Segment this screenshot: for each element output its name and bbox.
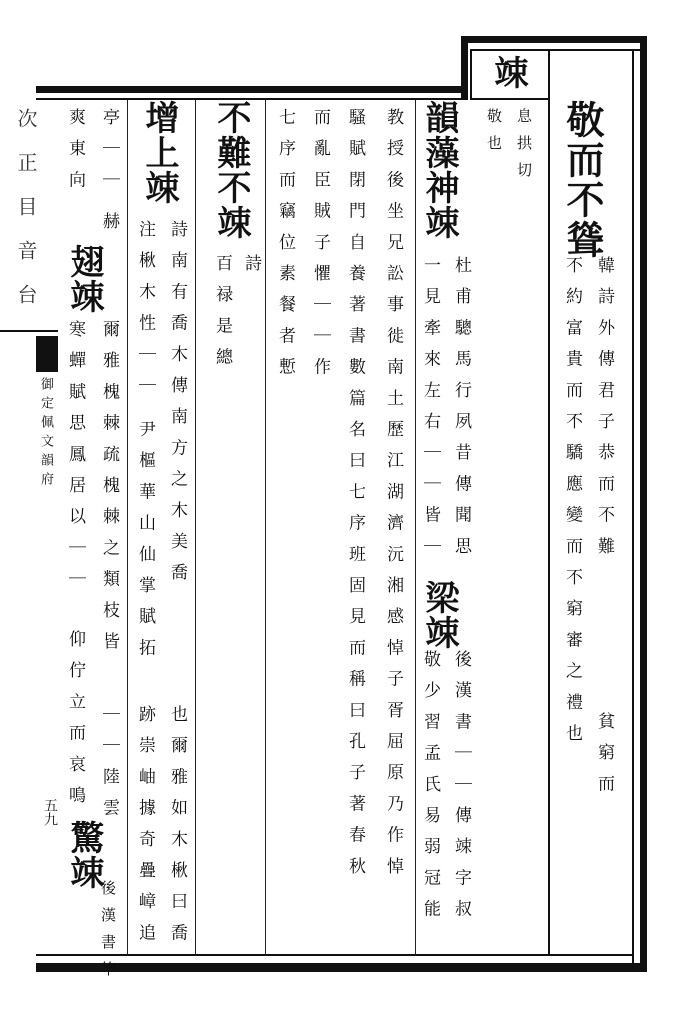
entry-text-line: 也爾雅如木楸曰喬 <box>167 705 187 955</box>
tab-divider <box>548 49 550 956</box>
entry-text-line: 爾雅槐棘疏槐棘之類枝皆 <box>99 320 119 664</box>
entry-text-line: 赫 <box>99 212 119 244</box>
top-border <box>36 86 463 93</box>
column-divider <box>127 100 128 955</box>
headword-bu-nan-bu-song: 不難不竦 <box>211 100 251 240</box>
headword-jing-er-bu-song: 敬而不聳 <box>560 100 605 260</box>
headword-yun-zao-shen-song: 韻藻神竦 <box>419 100 459 240</box>
margin-rule <box>0 330 58 332</box>
entry-text-line: 而亂臣賊子懼｜｜作 <box>310 108 330 389</box>
margin-top-cut: 次正目音台 <box>14 108 38 328</box>
page-number: 五九 <box>42 798 58 826</box>
entry-text-line: 跡崇岫據奇疊嶂追 <box>135 705 155 955</box>
tab-headword: 竦 <box>488 55 528 90</box>
right-border-inner <box>632 49 634 963</box>
column-divider <box>415 100 416 955</box>
entry-text-line: 爽東向 <box>65 108 85 202</box>
entry-text-line: 杜甫驄馬行夙昔傳聞思 <box>451 256 471 568</box>
entry-text-line: 仰佇立而哀鳴 <box>65 630 85 818</box>
entry-text-line: 注楸木性｜｜ <box>135 220 155 408</box>
entry-text-line: 亭｜｜ <box>99 108 119 202</box>
entry-text-line: 寒蟬賦思鳳居以｜｜ <box>65 320 85 601</box>
margin-black-block <box>36 336 58 372</box>
entry-text-line: 韓詩外傳君子恭而不難 <box>594 256 614 568</box>
entry-text-line: 不約富貴而不驕應變而不窮審之禮也 <box>562 256 582 756</box>
entry-text-line: 後漢書竿 <box>99 880 117 988</box>
tab-left-border-inner <box>470 49 472 100</box>
tab-pronunciation: 息拱切 <box>515 108 533 189</box>
tab-left-border <box>461 36 468 100</box>
entry-text-line: 貧窮而 <box>594 712 614 806</box>
margin-publisher: 御定佩文韻府 <box>38 377 53 491</box>
column-divider <box>195 100 196 955</box>
bottom-border-inner <box>36 954 634 956</box>
bottom-border <box>36 963 647 972</box>
entry-text-line: ｜｜陸雲 <box>99 705 119 830</box>
tab-top-border-inner <box>470 49 647 51</box>
entry-text-line: 敬少習孟氏易弱冠能 <box>420 650 440 931</box>
tab-bottom-divider <box>470 98 550 100</box>
entry-text-line: 百禄是總 <box>212 254 232 379</box>
headword-chi-song: 翅竦 <box>64 244 104 314</box>
headword-zeng-shang-song: 增上竦 <box>139 100 179 205</box>
entry-text-line: 一見牽來左右｜｜皆｜ <box>420 256 440 568</box>
entry-text-line: 尹樞華山仙掌賦拓 <box>135 420 155 670</box>
entry-text-line: 騷賦閉門自養著書數篇名曰七序班固見而稱曰孔子著春秋 <box>345 108 365 888</box>
headword-liang-song: 梁竦 <box>419 580 459 650</box>
entry-text-line: 教授後坐兄訟事徙南土歷江湖濟沅湘感悼子胥屈原乃作悼 <box>383 108 403 888</box>
right-border <box>640 36 647 972</box>
entry-text-line: 詩南有喬木傳南方之木美喬 <box>167 220 187 595</box>
tab-gloss: 敬也 <box>485 108 503 162</box>
headword-jing-song: 驚竦 <box>64 820 104 890</box>
entry-text-line: 詩 <box>241 254 261 286</box>
entry-text-line: 七序而竊位素餐者慙 <box>275 108 295 389</box>
tab-top-border <box>461 36 647 43</box>
entry-text-line: 後漢書｜｜傳竦字叔 <box>451 650 471 931</box>
column-divider <box>265 100 266 955</box>
